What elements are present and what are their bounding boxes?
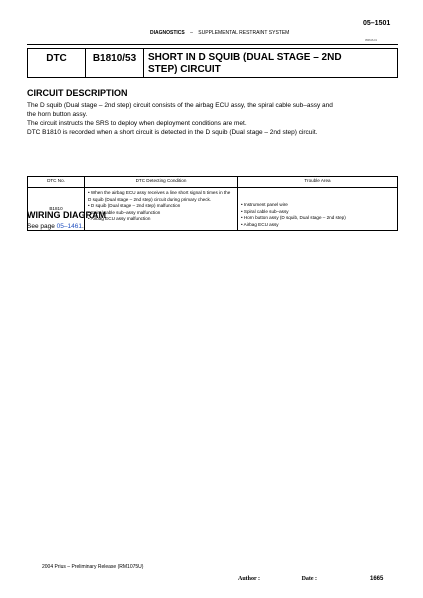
author-label: Author : [238, 576, 261, 582]
dtc-title-box [27, 48, 398, 78]
condition-item: • D squib (Dual stage – 2nd step) malfunction [88, 203, 181, 209]
description-line-1: The D squib (Dual stage – 2nd step) circuit consists of the airbag ECU assy, the spiral cable sub–assy and [27, 102, 333, 109]
circuit-description-heading: CIRCUIT DESCRIPTION [27, 88, 128, 98]
description-line-2: the horn button assy. [27, 111, 88, 118]
wiring-diagram-reference [27, 222, 398, 231]
header-separator: – [190, 30, 193, 36]
release-note: 2004 Prius – Preliminary Release (RM1075U) [42, 564, 144, 570]
dtc-label: DTC [28, 49, 86, 77]
page-code: 05–1501 [363, 20, 391, 27]
see-page-text: See page [27, 223, 57, 230]
circuit-description-text [27, 101, 398, 137]
dtc-title [144, 49, 397, 77]
description-line-4: DTC B1810 is recorded when a short circuit is detected in the D squib (Dual stage – 2nd step) circuit. [27, 129, 318, 136]
table-header-row [28, 177, 398, 188]
condition-item: • Airbag ECU assy malfunction [88, 216, 151, 222]
running-header [150, 30, 289, 36]
header-trouble-area: Trouble Area [238, 177, 398, 188]
date-label: Date : [301, 576, 318, 582]
page-number: 1665 [370, 576, 384, 582]
subsection-name: SUPPLEMENTAL RESTRAINT SYSTEM [198, 30, 290, 36]
header-condition: DTC Detecting Condition [85, 177, 238, 188]
dtc-code: B1810/53 [86, 49, 144, 77]
header-rule [27, 44, 398, 45]
condition-item: • When the airbag ECU assy receives a line short signal 5 times in the D squib (Dual stage – 2nd step) circuit during primary check. [88, 190, 231, 202]
cell-dtc-no: B1810 [28, 188, 85, 231]
trouble-area-item: • Airbag ECU assy [241, 221, 279, 227]
dtc-title-line-1: SHORT IN D SQUIB (DUAL STAGE – 2ND [148, 52, 342, 63]
document-code: 050616-01 [365, 39, 377, 42]
wiring-diagram-link[interactable]: 05–1461 [56, 223, 82, 230]
dtc-title-line-2: STEP) CIRCUIT [148, 64, 221, 75]
wiring-diagram-heading: WIRING DIAGRAM [27, 210, 106, 220]
condition-item: • Spiral cable sub–assy malfunction [88, 209, 161, 215]
trouble-area-item: • Instrument panel wire [241, 202, 288, 207]
header-dtc-no: DTC No. [28, 177, 85, 188]
description-line-3: The circuit instructs the SRS to deploy when deployment conditions are met. [27, 120, 247, 127]
trouble-area-item: • Spiral cable sub–assy [241, 208, 289, 214]
see-page-suffix: . [81, 223, 84, 230]
author-date-labels [238, 576, 317, 582]
trouble-area-item: • Horn button assy (D squib, Dual stage – 2nd step) [241, 215, 346, 221]
section-name: DIAGNOSTICS [150, 30, 185, 36]
